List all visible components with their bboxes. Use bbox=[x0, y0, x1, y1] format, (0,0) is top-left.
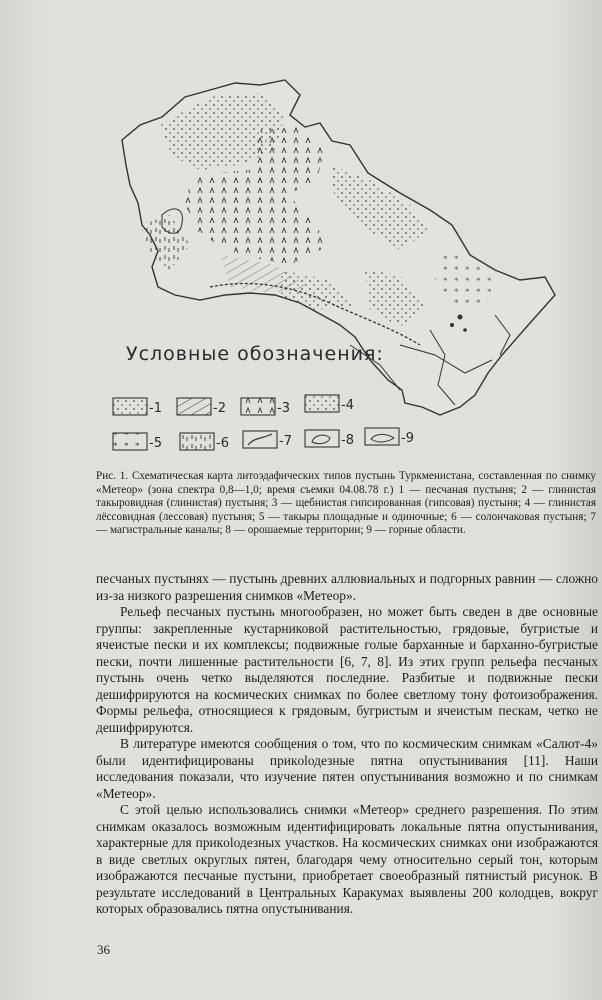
paragraph: С этой целью использовались снимки «Метеор» среднего разрешения. По этим снимкам оказалось возможным идентифицировать локальные пятна опустынивания, характерные для прикolодезных участков. На космических снимках они изображаются в виде светлых округлых пятен, благодаря чему относительно серый тон, которым изображаются песчаные пустыни, приобретает своеобразный пятнистый рисунок. В результате исследований в Центральных Каракумах выявлены 200 колодцев, вокруг которых образовались пятна опустынивания. bbox=[96, 802, 598, 916]
legend-title: Условные обозначения: bbox=[126, 343, 384, 365]
paragraph: Рельеф песчаных пустынь многообразен, но может быть сведен в две основные группы: закрепленные кустарниковой растительностью, грядовые, бугристые и ячеистые пески и их комплексы; подвижные голые барханные и барханно-бугристые пески, почти лишенные растительности [6, 7, 8]. Из этих групп рельефа песчаных пустынь очень четко выделяются последние. Разбитые и подвижные пески дешифрируются на космических снимках по более светлому тону фотоизображения. Формы рельефа, относящиеся к грядовым, бугристым и ячеистым пескам, четко не дешифрируются. bbox=[96, 604, 598, 735]
map-figure bbox=[100, 55, 570, 465]
body-text bbox=[96, 571, 598, 918]
legend-label-6: -6 bbox=[216, 436, 229, 451]
page-number: 36 bbox=[97, 942, 110, 957]
legend-label-4: -4 bbox=[341, 398, 354, 413]
legend-label-9: -9 bbox=[401, 431, 414, 446]
legend-label-2: -2 bbox=[213, 401, 226, 416]
turkmenistan-desert-map bbox=[100, 55, 570, 465]
paragraph: песчаных пустынях — пустынь древних аллювиальных и подгорных равнин — сложно из-за низкого разрешения снимков «Метеор». bbox=[96, 571, 598, 603]
legend-label-1: -1 bbox=[149, 401, 162, 416]
caption-text: Рис. 1. Схематическая карта литоэдафических типов пустынь Туркменистана, составленная по снимку «Метеор» (зона спектра 0,8—1,0; время съемки 04.08.78 г.) 1 — песчаная пустыня; 2 — глинистая такыровидная (глинистая) пустыня; 3 — щебнистая гипсированная (гипсовая) пустыня; 4 — глинистая лёссовидная (лессовая) пустыня; 5 — такыры площадные и одиночные; 6 — солончаковая пустыня; 7 — магистральные каналы; 8 — орошаемые территории; 9 — горные области. bbox=[96, 470, 596, 537]
legend-row-1 bbox=[113, 395, 339, 415]
legend-label-3: -3 bbox=[277, 401, 290, 416]
paragraph: В литературе имеются сообщения о том, что по космическим снимкам «Салют-4» были идентифицированы прикolодезные пятна опустынивания [11]. Наши исследования показали, что изучение пятен опустынивания возможно и по снимкам «Метеор». bbox=[96, 736, 598, 801]
legend-label-8: -8 bbox=[341, 433, 354, 448]
figure-caption bbox=[96, 470, 596, 538]
legend-label-5: -5 bbox=[149, 436, 162, 451]
legend-label-7: -7 bbox=[279, 434, 292, 449]
